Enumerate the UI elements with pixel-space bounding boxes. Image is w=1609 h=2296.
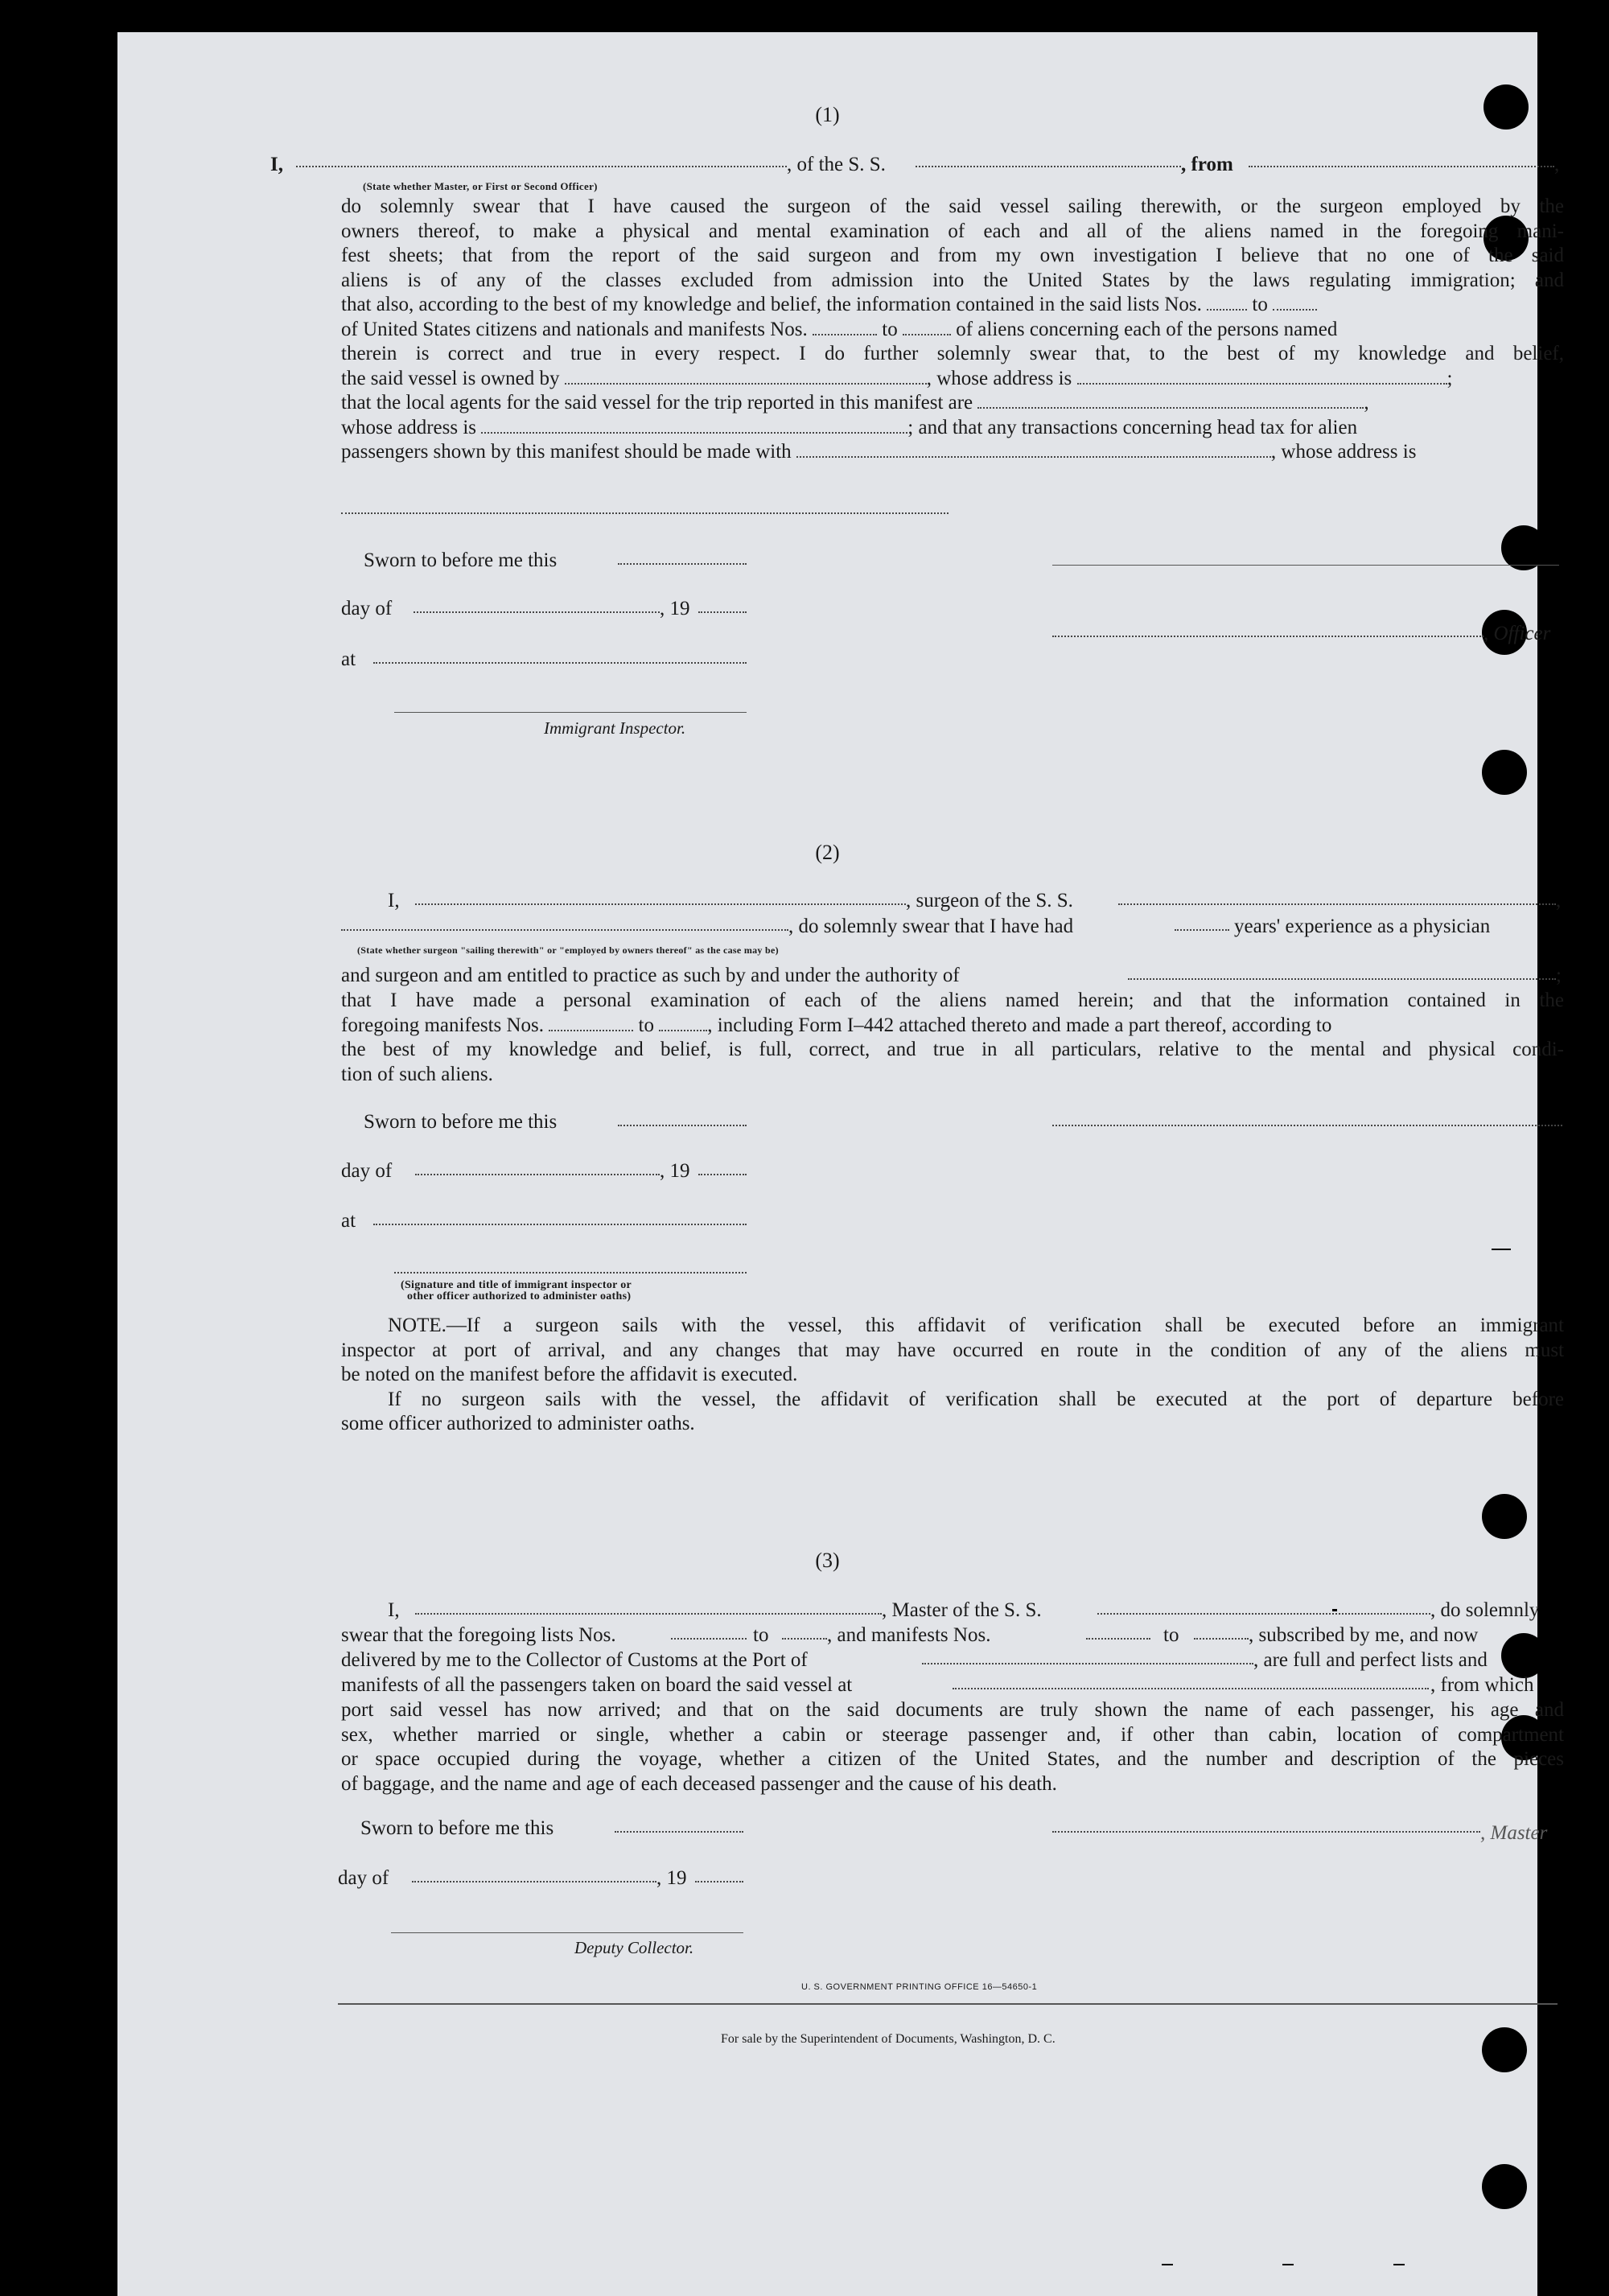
- i-label: I,: [388, 890, 400, 911]
- at-label: at: [341, 1210, 356, 1232]
- swear-had-label: , do solemnly swear that I have had: [788, 916, 1074, 937]
- at-place-field[interactable]: [373, 1224, 747, 1225]
- body-line: of baggage, and the name and age of each deceased passenger and the cause of his death.: [341, 1772, 1057, 1795]
- section-number: (1): [815, 103, 840, 126]
- body-line-headtax: passengers shown by this manifest should be made with , whose address is: [341, 441, 1417, 463]
- officer-title-line[interactable]: [1052, 636, 1483, 637]
- punch-hole: [1482, 750, 1527, 795]
- body-line-owner: the said vessel is owned by , whose address is ;: [341, 367, 1453, 389]
- note-block: [341, 1314, 1564, 1437]
- note-line: NOTE.—If a surgeon sails with the vessel, this affidavit of verification shall be executed before an immigrant: [388, 1315, 1564, 1336]
- from-which-label: , from which: [1430, 1674, 1534, 1696]
- year-label: , 19: [660, 1160, 690, 1182]
- month-field[interactable]: [414, 611, 660, 613]
- manifest-to-field[interactable]: [903, 329, 951, 335]
- inspector-signature-line[interactable]: [394, 712, 747, 713]
- inspector-label: Immigrant Inspector.: [544, 718, 686, 738]
- year-field[interactable]: [698, 611, 747, 613]
- punch-hole: [1482, 2027, 1527, 2072]
- surgeon-status-field[interactable]: [341, 929, 788, 931]
- body-line: tion of such aliens.: [341, 1063, 493, 1085]
- officer-label: , Officer: [1483, 623, 1551, 644]
- sworn-date-field[interactable]: [615, 1831, 743, 1833]
- punch-hole: [1501, 525, 1546, 570]
- body-line: fest sheets; that from the report of the said surgeon and from my own investigation I believe that no one of the said: [341, 245, 1564, 266]
- sale-note: For sale by the Superintendent of Documents, Washington, D. C.: [721, 2032, 1056, 2046]
- month-field[interactable]: [412, 1881, 656, 1882]
- body-line: therein is correct and true in every respect. I do further solemnly swear that, to the best of my knowledge and belief,: [341, 343, 1564, 364]
- surgeon-ship-field[interactable]: [1118, 903, 1556, 905]
- manifest-to-field[interactable]: [659, 1025, 707, 1031]
- sworn-label: Sworn to before me this: [364, 1111, 558, 1133]
- list-to-field[interactable]: [782, 1638, 827, 1640]
- body-line-manifests: foregoing manifests Nos. to , including Form I–442 attached thereto and made a part thereof, according to: [341, 1014, 1332, 1036]
- day-of-label: day of: [338, 1867, 389, 1889]
- body-line: the best of my knowledge and belief, is full, correct, and true in all particulars, relative to the mental and physical condi-: [341, 1039, 1564, 1060]
- port-field[interactable]: [922, 1663, 1253, 1664]
- i-label: I,: [270, 154, 283, 175]
- subscribed-label: , subscribed by me, and now: [1249, 1624, 1479, 1646]
- list-from-field[interactable]: [671, 1638, 747, 1640]
- speck: [95, 76, 105, 79]
- speck: [1282, 2264, 1294, 2265]
- authority-signature-line[interactable]: [394, 1272, 747, 1273]
- footer-rule: [338, 2003, 1558, 2005]
- body-line-manifests: of United States citizens and nationals and manifests Nos. to of aliens concerning each of the persons named: [341, 318, 1338, 340]
- swear-lists-label: swear that the foregoing lists Nos.: [341, 1624, 616, 1646]
- body-line: aliens is of any of the classes excluded from admission into the United States by the laws regulating immigration; and: [341, 269, 1564, 291]
- are-full-label: , are full and perfect lists and: [1253, 1649, 1488, 1671]
- authority-field[interactable]: [1128, 978, 1556, 980]
- manifests-all-label: manifests of all the passengers taken on board the said vessel at: [341, 1674, 853, 1696]
- day-of-label: day of: [341, 598, 393, 619]
- gpo-imprint: U. S. GOVERNMENT PRINTING OFFICE 16—54650-1: [801, 1982, 1038, 1992]
- body-line: do solemnly swear that I have caused the surgeon of the said vessel sailing therewith, or the surgeon employed by the: [341, 195, 1564, 217]
- manifest-from-field[interactable]: [1086, 1638, 1150, 1640]
- list-to-field[interactable]: [1273, 304, 1317, 311]
- body-line-lists: that also, according to the best of my knowledge and belief, the information contained in the said lists Nos. to: [341, 293, 1564, 318]
- owner-field[interactable]: [565, 378, 927, 385]
- year-label: , 19: [660, 598, 690, 619]
- year-field[interactable]: [698, 1174, 747, 1175]
- of-ss-label: , of the S. S.: [787, 154, 886, 175]
- sworn-label: Sworn to before me this: [360, 1817, 554, 1839]
- punch-hole: [1501, 1633, 1546, 1678]
- authority-label: and surgeon and am entitled to practice as such by and under the authority of: [341, 965, 960, 986]
- at-label: at: [341, 648, 356, 670]
- semicolon: ;: [1556, 965, 1562, 986]
- section3-body: [341, 1698, 1564, 1796]
- master-ship-field[interactable]: [1097, 1613, 1430, 1615]
- surgeon-name-field[interactable]: [415, 903, 906, 905]
- punch-hole: [1482, 1494, 1527, 1539]
- to-label: to: [753, 1624, 769, 1646]
- and-manifests-label: , and manifests Nos.: [827, 1624, 991, 1646]
- comma: ,: [1554, 154, 1560, 175]
- master-signature-line[interactable]: [1052, 1831, 1480, 1833]
- section-number: (2): [815, 841, 840, 864]
- agent-address-field[interactable]: [481, 427, 907, 434]
- body-line: that I have made a personal examination of each of the aliens named herein; and that the information contained in the: [341, 990, 1564, 1011]
- years-field[interactable]: [1175, 929, 1229, 931]
- speck: [1393, 2264, 1405, 2265]
- owner-address-field[interactable]: [1077, 378, 1447, 385]
- from-label: , from: [1181, 154, 1233, 175]
- sig-note: other officer authorized to administer oaths): [407, 1290, 632, 1302]
- day-of-label: day of: [341, 1160, 393, 1182]
- delivered-label: delivered by me to the Collector of Customs at the Port of: [341, 1649, 808, 1671]
- punch-hole: [1482, 2164, 1527, 2209]
- officer-name-field[interactable]: [296, 166, 787, 167]
- note-line: be noted on the manifest before the affidavit is executed.: [341, 1364, 798, 1385]
- i-label: I,: [388, 1599, 400, 1621]
- surgeon-signature-line[interactable]: [1052, 1125, 1562, 1126]
- officer-note: (State whether Master, or First or Second Officer): [363, 180, 598, 192]
- year-label: , 19: [656, 1867, 687, 1889]
- collector-label: Deputy Collector.: [574, 1938, 694, 1957]
- collector-signature-line[interactable]: [391, 1932, 743, 1933]
- surgeon-note: (State whether surgeon "sailing therewith" or "employed by owners thereof" as the case may be): [357, 944, 779, 956]
- body-line: owners thereof, to make a physical and mental examination of each and all of the aliens named in the foregoing mani-: [341, 220, 1564, 242]
- headtax-address-field[interactable]: [341, 512, 949, 514]
- note-line: If no surgeon sails with the vessel, the affidavit of verification shall be executed at the port of departure before: [388, 1388, 1564, 1410]
- year-field[interactable]: [695, 1881, 743, 1882]
- note-line: some officer authorized to administer oaths.: [341, 1413, 695, 1434]
- manifest-from-field[interactable]: [813, 329, 877, 335]
- headtax-field[interactable]: [796, 451, 1271, 458]
- form-page: [117, 32, 1564, 2296]
- officer-signature-line[interactable]: [1052, 565, 1559, 566]
- note-line: inspector at port of arrival, and any changes that may have occurred en route in the condition of any of the aliens must: [341, 1339, 1564, 1361]
- agents-field[interactable]: [977, 402, 1364, 409]
- sig-note: (Signature and title of immigrant inspector or: [401, 1279, 632, 1291]
- to-label: to: [1163, 1624, 1179, 1646]
- body-line: port said vessel has now arrived; and that on the said documents are truly shown the name of each passenger, his age and: [341, 1699, 1564, 1721]
- speck: [1332, 1609, 1337, 1611]
- manifest-to-field[interactable]: [1194, 1638, 1249, 1640]
- section1-body: [341, 195, 1564, 465]
- sworn-date-field[interactable]: [618, 563, 747, 565]
- boarding-port-field[interactable]: [953, 1688, 1429, 1689]
- master-label: , Master: [1480, 1822, 1548, 1844]
- at-place-field[interactable]: [373, 662, 747, 664]
- surgeon-of-label: , surgeon of the S. S.: [906, 890, 1073, 911]
- section-number: (3): [815, 1549, 840, 1572]
- from-port-field[interactable]: [1249, 166, 1554, 167]
- ship-name-field[interactable]: [916, 166, 1181, 167]
- speck: [1162, 2264, 1173, 2265]
- section2-body: [341, 989, 1564, 1087]
- years-label: years' experience as a physician: [1234, 916, 1491, 937]
- body-line: or space occupied during the voyage, whether a citizen of the United States, and the number and description of the pieces: [341, 1748, 1564, 1770]
- master-name-field[interactable]: [415, 1613, 882, 1615]
- list-from-field[interactable]: [1207, 304, 1247, 311]
- month-field[interactable]: [415, 1174, 660, 1175]
- body-line: sex, whether married or single, whether a cabin or steerage passenger and, if other than cabin, location of compartment: [341, 1723, 1564, 1746]
- manifest-from-field[interactable]: [549, 1025, 633, 1031]
- sworn-label: Sworn to before me this: [364, 549, 558, 571]
- body-line-agents: that the local agents for the said vessel for the trip reported in this manifest are ,: [341, 392, 1369, 414]
- do-solemnly-label: , do solemnly: [1430, 1599, 1540, 1621]
- sworn-date-field[interactable]: [618, 1125, 747, 1126]
- body-line-address: whose address is ; and that any transactions concerning head tax for alien: [341, 416, 1358, 438]
- speck: [1492, 1249, 1511, 1250]
- master-of-label: , Master of the S. S.: [882, 1599, 1042, 1621]
- comma: ,: [1556, 890, 1562, 911]
